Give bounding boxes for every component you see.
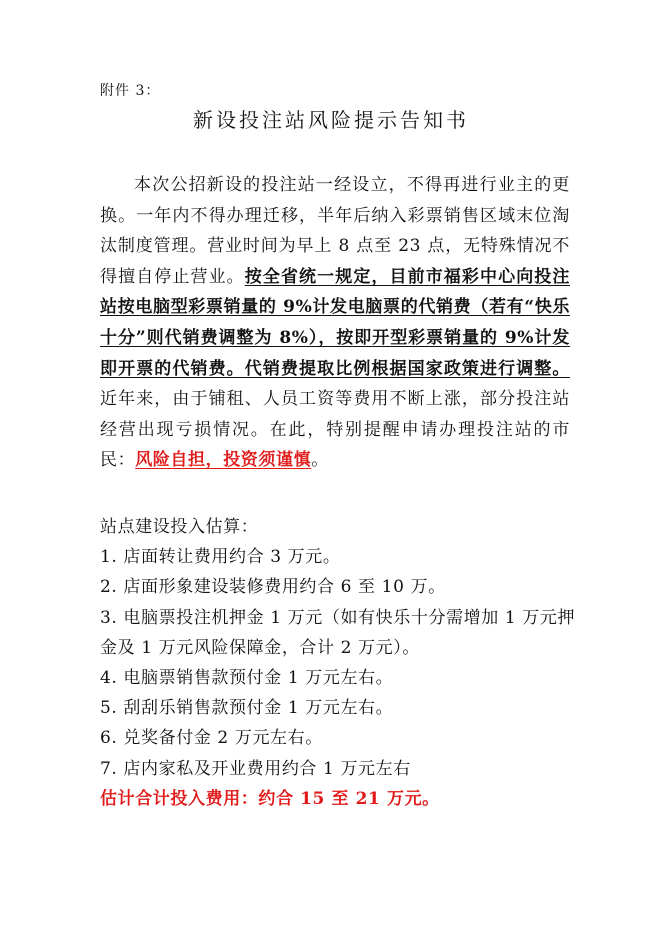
paragraph-end: 。 (311, 450, 329, 471)
notice-paragraph (100, 170, 570, 476)
list-item: 4. 电脑票销售款预付金 1 万元左右。 (100, 668, 394, 689)
list-item: 1. 店面转让费用约合 3 万元。 (100, 547, 341, 568)
list-item: 2. 店面形象建设装修费用约合 6 至 10 万。 (100, 577, 446, 598)
document-title: 新设投注站风险提示告知书 (193, 108, 469, 132)
list-item: 3. 电脑票投注机押金 1 万元（如有快乐十分需增加 1 万元押金及 1 万元风险保障金，合计 2 万元）。 (100, 607, 576, 658)
paragraph-text-loss: 近年来，由于铺租、人员工资等费用不断上涨，部分投注站经营出现亏损情况。在此，特别提醒申请办理投注站的市民： (100, 389, 570, 471)
estimate-total: 估计合计投入费用：约合 15 至 21 万元。 (100, 788, 440, 809)
list-item: 6. 兑奖备付金 2 万元左右。 (100, 728, 323, 749)
estimate-heading: 站点建设投入估算： (100, 517, 259, 537)
estimate-list (100, 542, 580, 784)
attachment-label: 附件 3： (100, 83, 161, 99)
risk-warning-text: 风险自担，投资须谨慎 (135, 450, 312, 471)
paragraph-text-rules: 本次公招新设的投注站一经设立，不得再进行业主的更换。一年内不得办理迁移，半年后纳入彩票销售区域末位淘汰制度管理。营业时间为早上 8 点至 23 点，无特殊情况不得擅自停止营业。 (100, 175, 570, 287)
list-item: 7. 店内家私及开业费用约合 1 万元左右 (100, 758, 411, 779)
cost-estimate-section (100, 512, 580, 814)
list-item: 5. 刮刮乐销售款预付金 1 万元左右。 (100, 698, 394, 719)
commission-rule-text: 按全省统一规定，目前市福彩中心向投注站按电脑型彩票销量的 9%计发电脑票的代销费（若有“快乐十分”则代销费调整为 8%），按即开型彩票销量的 9%计发即开票的代销费。代销费提取比例根据国家政策进行调整。 (100, 266, 570, 379)
notice-body (100, 170, 570, 476)
